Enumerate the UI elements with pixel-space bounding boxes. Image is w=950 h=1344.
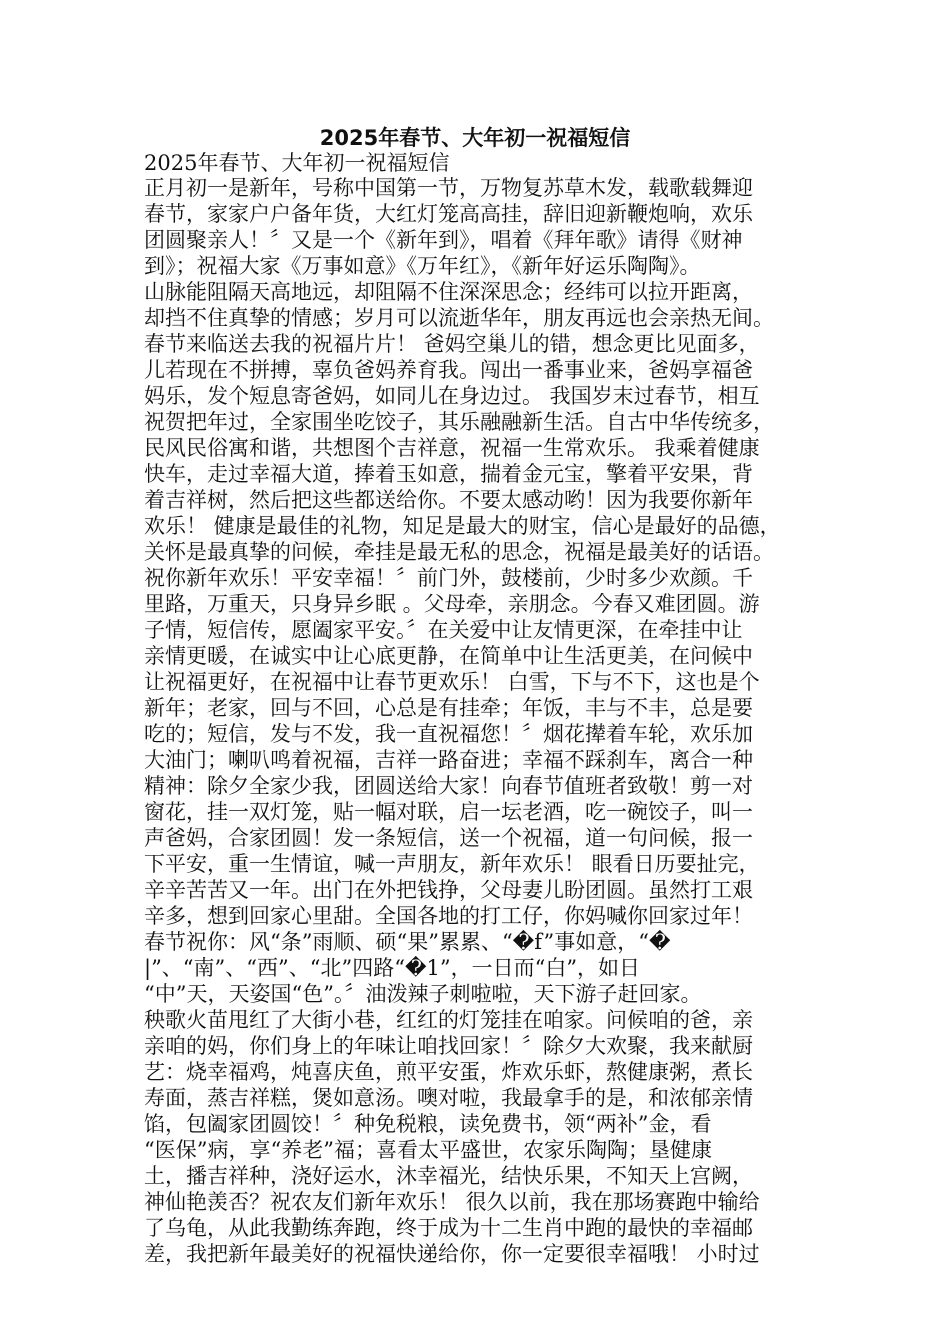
body-text-line: 神仙艳羡否？祝农友们新年欢乐！ 很久以前，我在那场赛跑中输给	[144, 1190, 760, 1214]
body-text-line: 艺：烧幸福鸡，炖喜庆鱼，煎平安蛋，炸欢乐虾，熬健康粥，煮长	[144, 1060, 753, 1084]
body-text-line: 祝你新年欢乐！平安幸福！〞前门外，鼓楼前，少时多少欢颜。千	[144, 566, 753, 590]
body-text-line: 寿面，蒸吉祥糕，煲如意汤。噢对啦，我最拿手的是，和浓郁亲情	[144, 1086, 753, 1110]
body-text-line: 快车，走过幸福大道，捧着玉如意，揣着金元宝，擎着平安果，背	[144, 462, 753, 486]
body-text-line: 精神：除夕全家少我，团圆送给大家！向春节值班者致敬！剪一对	[144, 774, 753, 798]
document-subtitle: 2025年春节、大年初一祝福短信	[144, 151, 450, 175]
body-text-line: 民风民俗寓和谐，共想图个吉祥意，祝福一生常欢乐。 我乘着健康	[144, 436, 760, 460]
document-title: 2025年春节、大年初一祝福短信	[319, 126, 631, 150]
body-text-line: 了乌龟，从此我勤练奔跑，终于成为十二生肖中跑的最快的幸福邮	[144, 1216, 753, 1240]
body-text-line: 让祝福更好，在祝福中让春节更欢乐！ 白雪，下与不下，这也是个	[144, 670, 760, 694]
body-text-line: 团圆聚亲人！〞又是一个《新年到》，唱着《拜年歌》请得《财神	[144, 228, 743, 252]
body-text-line: 春节，家家户户备年货，大红灯笼高高挂，辞旧迎新鞭炮响，欢乐	[144, 202, 753, 226]
body-text-line: 下平安，重一生情谊，喊一声朋友，新年欢乐！ 眼看日历要扯完，	[144, 852, 760, 876]
body-text-line: 辛多，想到回家心里甜。全国各地的打工仔，你妈喊你回家过年！	[144, 904, 753, 928]
body-text-line: 亲咱的妈，你们身上的年味让咱找回家！〞除夕大欢聚，我来献厨	[144, 1034, 753, 1058]
body-text-line: |”、“南”、“西”、“北”四路“�1”，一日而“白”，如日	[144, 956, 641, 980]
body-text-line: 声爸妈，合家团圆！发一条短信，送一个祝福，道一句问候，报一	[144, 826, 753, 850]
body-text-line: 关怀是最真挚的问候，牵挂是最无私的思念，祝福是最美好的话语。	[144, 540, 774, 564]
body-text-line: 吃的；短信，发与不发，我一直祝福您！〞烟花撵着车轮，欢乐加	[144, 722, 753, 746]
body-text-line: “中”天，天姿国“色”。〞油泼辣子刺啦啦，天下游子赶回家。	[144, 982, 702, 1006]
body-text-line: 窗花，挂一双灯笼，贴一幅对联，启一坛老酒，吃一碗饺子，叫一	[144, 800, 753, 824]
body-text-line: 山脉能阻隔天高地远，却阻隔不住深深思念；经纬可以拉开距离，	[144, 280, 753, 304]
body-text-line: 里路，万重天，只身异乡眠 。父母牵，亲朋念。今春又难团圆。游	[144, 592, 760, 616]
body-text-line: 着吉祥树，然后把这些都送给你。不要太感动哟！因为我要你新年	[144, 488, 753, 512]
body-text-line: 辛辛苦苦又一年。出门在外把钱挣，父母妻儿盼团圆。虽然打工艰	[144, 878, 753, 902]
body-text-line: 春节来临送去我的祝福片片！ 爸妈空巢儿的错，想念更比见面多，	[144, 332, 760, 356]
body-text-line: 子情，短信传，愿阖家平安。〞在关爱中让友情更深，在牵挂中让	[144, 618, 743, 642]
body-text-line: 欢乐！ 健康是最佳的礼物，知足是最大的财宝，信心是最好的品德，	[144, 514, 781, 538]
body-text-line: 妈乐，发个短息寄爸妈，如同儿在身边过。 我国岁末过春节，相互	[144, 384, 760, 408]
body-text-line: 正月初一是新年，号称中国第一节，万物复苏草木发，载歌载舞迎	[144, 176, 753, 200]
body-text-line: 亲情更暖，在诚实中让心底更静，在简单中让生活更美，在问候中	[144, 644, 753, 668]
body-text-line: “医保”病，享“养老”福；喜看太平盛世，农家乐陶陶；垦健康	[144, 1138, 712, 1162]
body-text-line: 却挡不住真挚的情感；岁月可以流逝华年，朋友再远也会亲热无间。	[144, 306, 774, 330]
body-text-line: 馅，包阖家团圆饺！〞种免税粮，读免费书，领“两补”金，看	[144, 1112, 712, 1136]
body-text-line: 春节祝你：风“条”雨顺、硕“果”累累、“�f”事如意，“�	[144, 930, 671, 954]
body-text-line: 祝贺把年过，全家围坐吃饺子，其乐融融新生活。自古中华传统多，	[144, 410, 774, 434]
body-text-line: 儿若现在不拼搏，辜负爸妈养育我。闯出一番事业来，爸妈享福爸	[144, 358, 753, 382]
body-text-line: 新年；老家，回与不回，心总是有挂牵；年饭，丰与不丰，总是要	[144, 696, 753, 720]
body-text-line: 大油门；喇叭鸣着祝福，吉祥一路奋进；幸福不踩刹车，离合一种	[144, 748, 753, 772]
body-text-line: 差，我把新年最美好的祝福快递给你，你一定要很幸福哦！ 小时过	[144, 1242, 760, 1266]
document-body	[144, 175, 814, 1267]
body-text-line: 秧歌火苗甩红了大街小巷，红红的灯笼挂在咱家。问候咱的爸，亲	[144, 1008, 753, 1032]
body-text-line: 土，播吉祥种，浇好运水，沐幸福光，结快乐果，不知天上宫阙，	[144, 1164, 753, 1188]
body-text-line: 到》；祝福大家《万事如意》《万年红》，《新年好运乐陶陶》。	[144, 254, 701, 278]
